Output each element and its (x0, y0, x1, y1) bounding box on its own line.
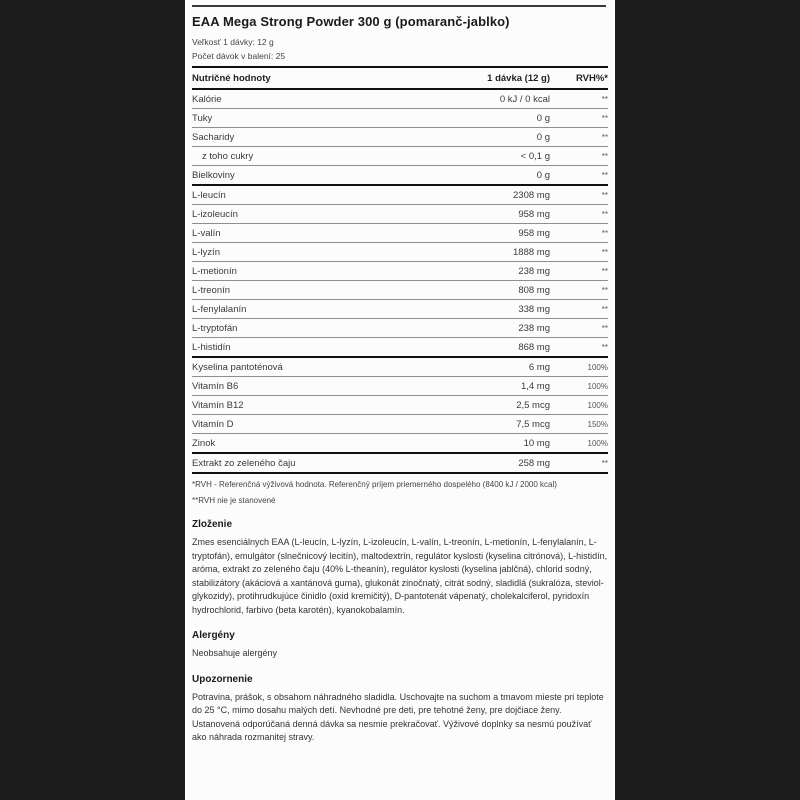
row-rvh: ** (601, 151, 608, 161)
nutrition-table (192, 66, 608, 474)
row-rvh: ** (601, 228, 608, 238)
product-title: EAA Mega Strong Powder 300 g (pomaranč-jablko) (192, 14, 510, 29)
serving-size-line: Veľkosť 1 dávky: 12 g (192, 37, 274, 47)
row-label: L-metionín (192, 265, 237, 277)
row-rvh: 100% (587, 438, 608, 448)
row-value: 868 mg (518, 341, 550, 353)
table-row (192, 415, 608, 434)
table-row (192, 338, 608, 358)
table-row (192, 186, 608, 205)
warning-heading: Upozornenie (192, 673, 253, 685)
row-rvh: ** (601, 113, 608, 123)
table-row (192, 454, 608, 474)
row-label: Kalórie (192, 93, 222, 105)
row-value: 2308 mg (513, 189, 550, 201)
table-row (192, 396, 608, 415)
column-header-per-dose: 1 dávka (12 g) (487, 72, 550, 84)
row-value: < 0,1 g (520, 150, 550, 162)
row-label: Vitamín D (192, 418, 234, 430)
row-label: Extrakt zo zeleného čaju (192, 457, 296, 469)
row-label: Zinok (192, 437, 216, 449)
warning-text: Potravina, prášok, s obsahom náhradného sladidla. Uschovajte na suchom a tmavom mieste pri teplote do 25 °C, mimo dosahu malých detí. Nevhodné pre deti, pre tehotné ženy, pre dojčiace ženy. Ustanovená odporúčaná denná dávka sa nesmie prekračovať. Výživové doplnky sa nesmú používať ako náhrada rozmanitej stravy. (192, 691, 604, 742)
footnote-rvh-definition: *RVH - Referenčná výživová hodnota. Referenčný príjem priemerného dospelého (8400 kJ / 2000 kcal) (192, 480, 557, 489)
row-rvh: ** (601, 285, 608, 295)
row-rvh: 150% (587, 419, 608, 429)
row-rvh: ** (601, 342, 608, 352)
row-value: 0 g (536, 131, 550, 143)
row-value: 2,5 mcg (516, 399, 550, 411)
row-label: L-treonín (192, 284, 231, 296)
row-label: L-lyzín (192, 246, 220, 258)
row-rvh: ** (601, 209, 608, 219)
row-rvh: ** (601, 132, 608, 142)
row-rvh: ** (601, 458, 608, 468)
nutrition-document (185, 0, 615, 800)
row-value: 0 g (536, 112, 550, 124)
row-value: 338 mg (518, 303, 550, 315)
row-label: z toho cukry (202, 150, 254, 162)
row-rvh: ** (601, 247, 608, 257)
row-value: 238 mg (518, 265, 550, 277)
top-divider (192, 5, 606, 7)
row-label: L-tryptofán (192, 322, 238, 334)
table-row (192, 262, 608, 281)
column-header-rvh: RVH%* (575, 72, 608, 84)
row-value: 238 mg (518, 322, 550, 334)
allergens-heading: Alergény (192, 630, 235, 641)
table-row (192, 377, 608, 396)
row-value: 808 mg (518, 284, 550, 296)
row-value: 1,4 mg (520, 380, 550, 392)
row-label: L-izoleucín (192, 208, 238, 220)
row-label: Kyselina pantoténová (192, 361, 283, 373)
ingredients-text: Zmes esenciálnych EAA (L-leucín, L-lyzín, L-izoleucín, L-valín, L-treonín, L-metionín, L-fenylalanín, L-tryptofán), emulgátor (slnečnicový lecitín), maltodextrín, regulátor kyslosti (kyselina citrónová), L-histidín, aróma, extrakt zo zeleného čaju (40% L-theanín), regulátor kyslosti (kyselina jablčná), chlorid sodný, stabilizátory (akáciová a xantánová guma), glukonát zinočnatý, citrát sodný, sladidlá (sukralóza, steviol-glykozidy), protihrudkujúce činidlo (oxid kremičitý), D-pantotenát vápenatý, cholekalciferol, pyridoxín hydrochlorid, farbivo (beta karotén), kyanokobalamín. (192, 537, 608, 615)
row-rvh: ** (601, 304, 608, 314)
row-value: 6 mg (528, 361, 550, 373)
row-rvh: ** (601, 190, 608, 200)
row-value: 1888 mg (513, 246, 550, 258)
row-value: 958 mg (518, 227, 550, 239)
row-label: Vitamín B6 (192, 380, 239, 392)
right-letterbox-bar (615, 0, 800, 800)
table-row (192, 358, 608, 377)
row-rvh: ** (601, 266, 608, 276)
table-row (192, 90, 608, 109)
column-header-nutrition-values: Nutričné hodnoty (192, 72, 271, 84)
table-row (192, 147, 608, 166)
table-row (192, 434, 608, 454)
ingredients-heading: Zloženie (192, 519, 233, 530)
row-value: 0 g (536, 169, 550, 181)
footnote-rvh-not-set: **RVH nie je stanovené (192, 496, 276, 505)
row-label: Bielkoviny (192, 169, 235, 181)
table-row (192, 319, 608, 338)
row-value: 258 mg (518, 457, 550, 469)
table-row (192, 205, 608, 224)
left-letterbox-bar (0, 0, 185, 800)
table-row (192, 300, 608, 319)
row-rvh: ** (601, 94, 608, 104)
row-rvh: ** (601, 323, 608, 333)
row-value: 10 mg (523, 437, 550, 449)
allergens-text: Neobsahuje alergény (192, 648, 278, 658)
row-value: 0 kJ / 0 kcal (499, 93, 550, 105)
row-rvh: 100% (587, 381, 608, 391)
table-row (192, 224, 608, 243)
row-label: Tuky (192, 112, 213, 124)
row-label: L-histidín (192, 341, 231, 353)
row-label: Vitamín B12 (192, 399, 244, 411)
table-row (192, 281, 608, 300)
row-value: 7,5 mcg (516, 418, 550, 430)
servings-per-pack-line: Počet dávok v balení: 25 (192, 51, 286, 61)
nutrition-table-body (192, 90, 608, 474)
row-rvh: 100% (587, 400, 608, 410)
row-label: L-leucín (192, 189, 226, 201)
table-row (192, 109, 608, 128)
row-rvh: ** (601, 170, 608, 180)
row-label: Sacharidy (192, 131, 235, 143)
table-row (192, 243, 608, 262)
row-rvh: 100% (587, 362, 608, 372)
row-label: L-fenylalanín (192, 303, 247, 315)
nutrition-table-header (192, 68, 608, 90)
table-row (192, 166, 608, 186)
row-value: 958 mg (518, 208, 550, 220)
row-label: L-valín (192, 227, 221, 239)
table-row (192, 128, 608, 147)
